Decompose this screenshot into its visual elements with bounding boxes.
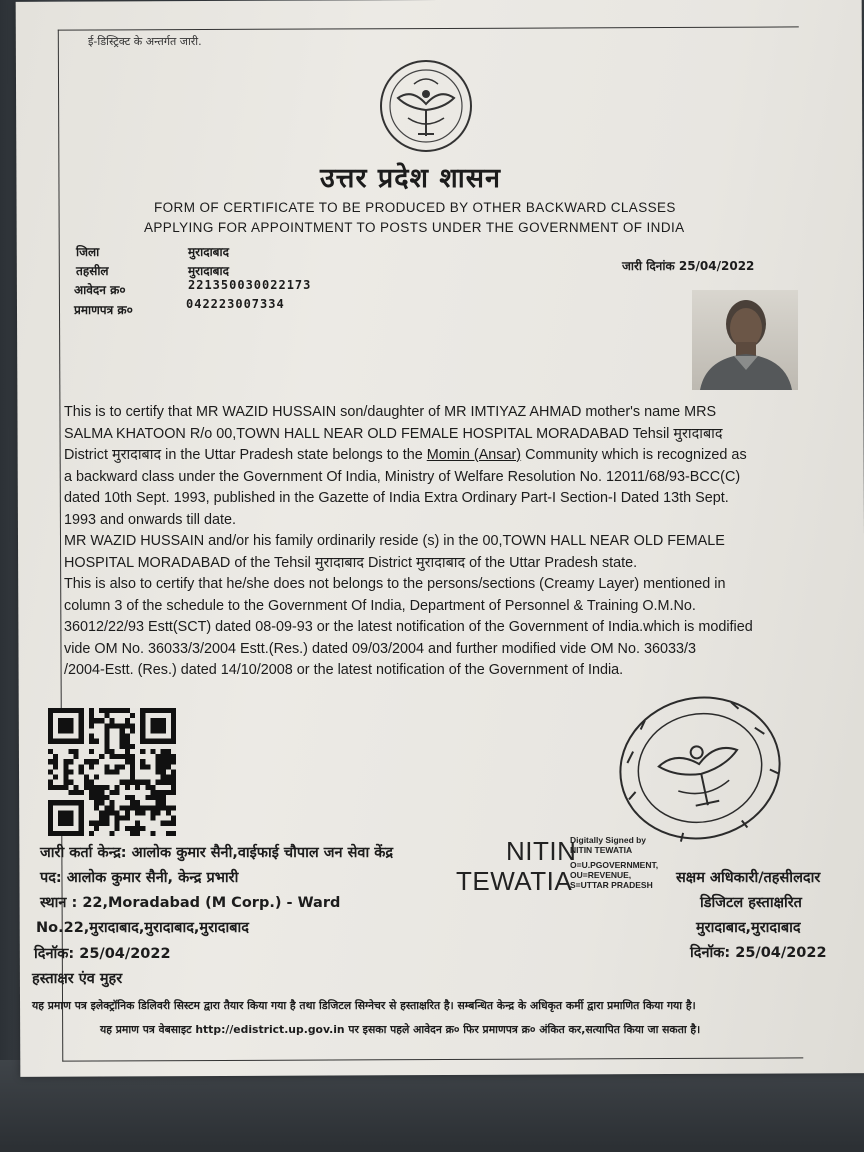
tehsil-value: मुरादाबाद bbox=[188, 264, 230, 278]
body-line: 36012/22/93 Estt(SCT) dated 08-09-93 or the latest notification of the Government of India.which is modified bbox=[64, 619, 753, 635]
body-line: MR WAZID HUSSAIN and/or his family ordinarily reside (s) in the 00,TOWN HALL NEAR OLD FEMALE bbox=[64, 533, 725, 549]
body-line: 1993 and onwards till date. bbox=[64, 511, 237, 528]
footer-line-2: यह प्रमाण पत्र वेबसाइट http://edistrict.up.gov.in पर इसका पहले आवेदन क्र० फिर प्रमाणपत्र क्र० अंकित कर,सत्यापित किया जा सकता है। bbox=[100, 1023, 701, 1036]
community-name: Momin (Ansar) bbox=[426, 447, 522, 463]
tehsil-label: तहसील bbox=[76, 264, 109, 278]
issuer-post: पद: आलोक कुमार सैनी, केन्द्र प्रभारी bbox=[40, 870, 239, 886]
district-value: मुरादाबाद bbox=[188, 245, 230, 259]
certificate-label: प्रमाणपत्र क्र० bbox=[74, 303, 133, 317]
page-title: उत्तर प्रदेश शासन bbox=[320, 163, 501, 194]
issuer-date: दिनॉक: 25/04/2022 bbox=[34, 946, 171, 962]
issuer-place-2: No.22,मुरादाबाद,मुरादाबाद,मुरादाबाद bbox=[36, 920, 249, 936]
digital-signature-details: Digitally Signed by NITIN TEWATIA O=U.PGOVERNMENT, OU=REVENUE, S=UTTAR PRADESH bbox=[570, 835, 659, 890]
body-line: dated 10th Sept. 1993, published in the Gazette of India Extra Ordinary Part-I Section-I Dated 13th Sept. bbox=[64, 490, 729, 506]
top-note: ई-डिस्ट्रिक्ट के अन्तर्गत जारी. bbox=[88, 35, 202, 48]
authority-title: सक्षम अधिकारी/तहसीलदार bbox=[676, 870, 821, 886]
certificate-body bbox=[64, 402, 824, 682]
issuer-center: जारी कर्ता केन्द्र: आलोक कुमार सैनी,वाईफाई चौपाल जन सेवा केंद्र bbox=[40, 845, 394, 861]
qr-code-icon[interactable] bbox=[48, 708, 176, 836]
authority-place: मुरादाबाद,मुरादाबाद bbox=[696, 920, 801, 936]
form-title-line-2: APPLYING FOR APPOINTMENT TO POSTS UNDER THE GOVERNMENT OF INDIA bbox=[144, 220, 685, 235]
authority-date: दिनॉक: 25/04/2022 bbox=[690, 945, 827, 961]
issuer-place-1: स्थान : 22,Moradabad (M Corp.) - Ward bbox=[40, 895, 341, 911]
signer-name-1: NITIN bbox=[506, 836, 577, 866]
issuer-sign-label: हस्ताक्षर एंव मुहर bbox=[32, 971, 123, 987]
form-title-line-1: FORM OF CERTIFICATE TO BE PRODUCED BY OTHER BACKWARD CLASSES bbox=[154, 200, 676, 215]
application-label: आवेदन क्र० bbox=[74, 283, 126, 297]
application-number: 221350030022173 bbox=[188, 278, 312, 292]
official-seal-icon bbox=[610, 688, 790, 848]
body-line: This is also to certify that he/she does not belongs to the persons/sections (Creamy Layer) mentioned in bbox=[64, 576, 726, 592]
body-line: vide OM No. 36033/3/2004 Estt.(Res.) dated 09/03/2004 and further modified vide OM No. 36033/3 bbox=[64, 640, 696, 657]
body-line: HOSPITAL MORADABAD of the Tehsil मुरादाबाद District मुरादाबाद of the Uttar Pradesh state. bbox=[64, 554, 638, 571]
certificate-number: 042223007334 bbox=[186, 297, 285, 311]
district-label: जिला bbox=[76, 245, 100, 259]
body-line: This is to certify that MR WAZID HUSSAIN son/daughter of MR IMTIYAZ AHMAD mother's name MRS bbox=[64, 404, 717, 420]
body-line: District मुरादाबाद in the Uttar Pradesh state belongs to the Momin (Ansar) Community which is recognized as bbox=[64, 447, 747, 463]
body-line: SALMA KHATOON R/o 00,TOWN HALL NEAR OLD FEMALE HOSPITAL MORADABAD Tehsil मुरादाबाद bbox=[64, 425, 723, 442]
signer-name-2: TEWATIA bbox=[456, 866, 573, 896]
body-line: column 3 of the schedule to the Government Of India, Department of Personnel & Training O.M.No. bbox=[64, 597, 696, 614]
body-line: a backward class under the Government Of India, Ministry of Welfare Resolution No. 12011/68/93-BCC(C) bbox=[64, 468, 741, 485]
issue-date: जारी दिनांक 25/04/2022 bbox=[622, 259, 755, 273]
authority-digital-sign: डिजिटल हस्ताक्षरित bbox=[700, 895, 802, 911]
person-photo bbox=[692, 290, 798, 390]
up-govt-emblem-icon bbox=[378, 58, 474, 154]
footer-line-1: यह प्रमाण पत्र इलेक्ट्रॉनिक डिलिवरी सिस्टम द्वारा तैयार किया गया है तथा डिजिटल सिग्नेचर से हस्ताक्षरित है। सम्बन्धित केन्द्र के अधिकृत कर्मी द्वारा प्रमाणित किया गया है। bbox=[32, 999, 696, 1012]
body-line: /2004-Estt. (Res.) dated 14/10/2008 or the latest notification of the Government of India. bbox=[64, 662, 624, 678]
